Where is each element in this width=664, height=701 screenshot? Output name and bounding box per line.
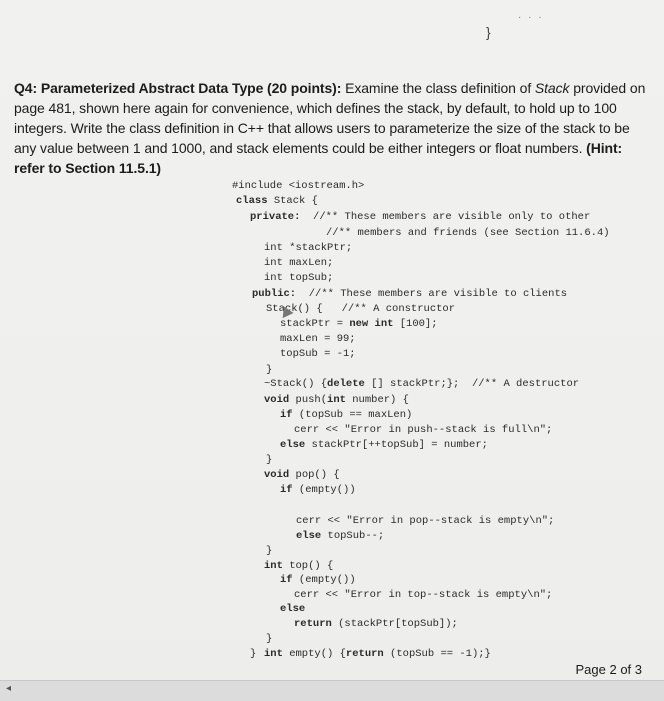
question-body: Examine the class definition of xyxy=(341,80,535,96)
code-line: int empty() {return (topSub == -1);} xyxy=(264,648,491,660)
code-line: else xyxy=(280,603,306,615)
question-label: Q4: Parameterized Abstract Data Type (20 points): xyxy=(14,80,342,96)
code-line: else topSub--; xyxy=(296,530,385,542)
code-line: private: //** These members are visible only to other xyxy=(250,211,591,223)
code-line: cerr << "Error in top--stack is empty\n"; xyxy=(294,589,553,601)
code-line: void push(int number) { xyxy=(264,394,409,406)
horizontal-scrollbar[interactable] xyxy=(0,680,664,701)
question-hint: (Hint: refer to Section 11.5.1) xyxy=(14,140,623,176)
scroll-left-arrow-icon[interactable]: ◂ xyxy=(6,683,12,694)
code-line: //** members and friends (see Section 11.6.4) xyxy=(326,227,610,239)
code-line: public: //** These members are visible to clients xyxy=(252,288,568,300)
code-line: topSub = -1; xyxy=(280,348,356,360)
stack-word: Stack xyxy=(534,80,570,96)
code-line: else stackPtr[++topSub] = number; xyxy=(280,439,488,451)
code-line: void pop() { xyxy=(264,469,340,481)
code-line: if (empty()) xyxy=(280,574,356,586)
code-line: int maxLen; xyxy=(264,257,334,269)
code-line: } xyxy=(266,454,273,466)
code-line: int topSub; xyxy=(264,272,334,284)
code-line: } xyxy=(266,545,273,557)
code-line: #include <iostream.h> xyxy=(232,180,365,192)
code-line: return (stackPtr[topSub]); xyxy=(294,618,458,630)
code-line: if (topSub == maxLen) xyxy=(280,409,413,421)
code-line: } xyxy=(266,633,273,645)
code-line: int *stackPtr; xyxy=(264,242,353,254)
code-line: stackPtr = new int [100]; xyxy=(280,318,438,330)
question-body-2: provided on page 481, shown here again for convenience, which defines the stack, by default, to hold up to 100 integers. Write the class definition in C++ that allows users to parameterize the size of the stack to be any value between 1 and 1000, and stack elements could be either integers or float numbers. xyxy=(14,80,646,156)
code-line: } xyxy=(266,364,273,376)
page-indicator: Page 2 of 3 xyxy=(575,662,642,677)
question-text xyxy=(14,78,650,178)
top-brace: } xyxy=(486,24,491,40)
code-line: if (empty()) xyxy=(280,484,356,496)
code-line: cerr << "Error in pop--stack is empty\n"; xyxy=(296,515,555,527)
code-line: ~Stack() {delete [] stackPtr;}; //** A destructor xyxy=(264,378,580,390)
code-line: cerr << "Error in push--stack is full\n"; xyxy=(294,424,553,436)
code-line: int top() { xyxy=(264,560,334,572)
code-line: Stack() { //** A constructor xyxy=(266,303,456,315)
code-line: maxLen = 99; xyxy=(280,333,356,345)
code-line: } xyxy=(250,648,257,660)
top-dots: · · · xyxy=(518,12,544,23)
code-line: class Stack { xyxy=(236,195,318,207)
